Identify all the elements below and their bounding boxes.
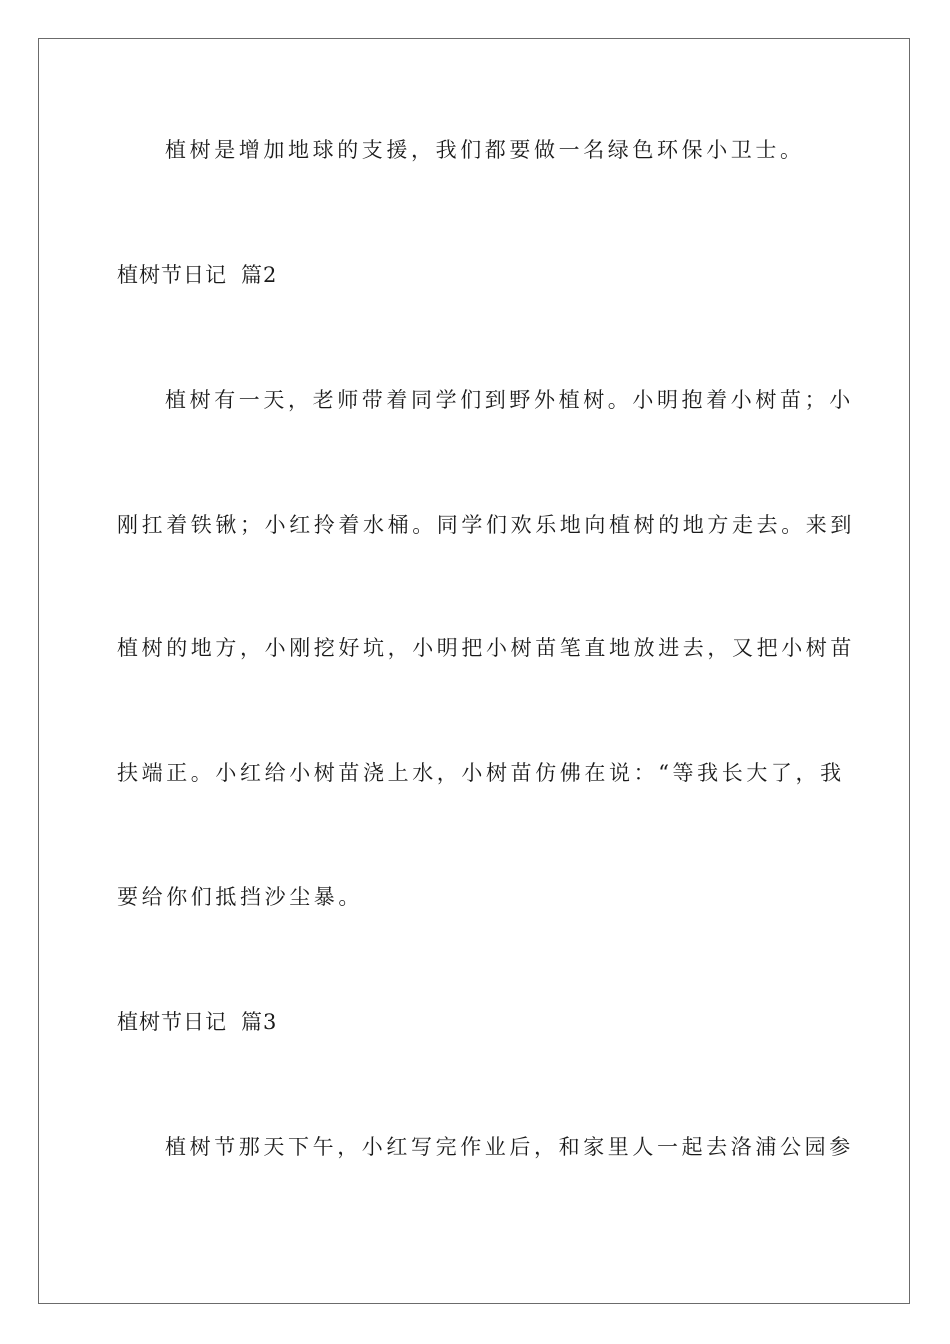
- paragraph-line: 植树节那天下午，小红写完作业后，和家里人一起去洛浦公园参: [165, 1135, 854, 1159]
- paragraph-line: 植树的地方，小刚挖好坑，小明把小树苗笔直地放进去，又把小树苗: [117, 636, 855, 660]
- section-heading: [117, 261, 833, 289]
- heading-number: 篇3: [241, 1010, 278, 1034]
- paragraph-line: 刚扛着铁锹；小红拎着水桶。同学们欢乐地向植树的地方走去。来到: [117, 513, 855, 537]
- paragraph-line: 植树有一天，老师带着同学们到野外植树。小明抱着小树苗；小: [165, 388, 854, 412]
- paragraph-line: 要给你们抵挡沙尘暴。: [117, 885, 363, 909]
- paragraph-line: 植树是增加地球的支援，我们都要做一名绿色环保小卫士。: [165, 138, 805, 162]
- heading-title: 植树节日记: [117, 1010, 227, 1034]
- section-heading: [117, 1008, 833, 1036]
- heading-number: 篇2: [241, 263, 278, 287]
- paragraph-line: 扶端正。小红给小树苗浇上水，小树苗仿佛在说：“等我长大了，我: [117, 761, 845, 785]
- heading-title: 植树节日记: [117, 263, 227, 287]
- page-border: [38, 38, 910, 1304]
